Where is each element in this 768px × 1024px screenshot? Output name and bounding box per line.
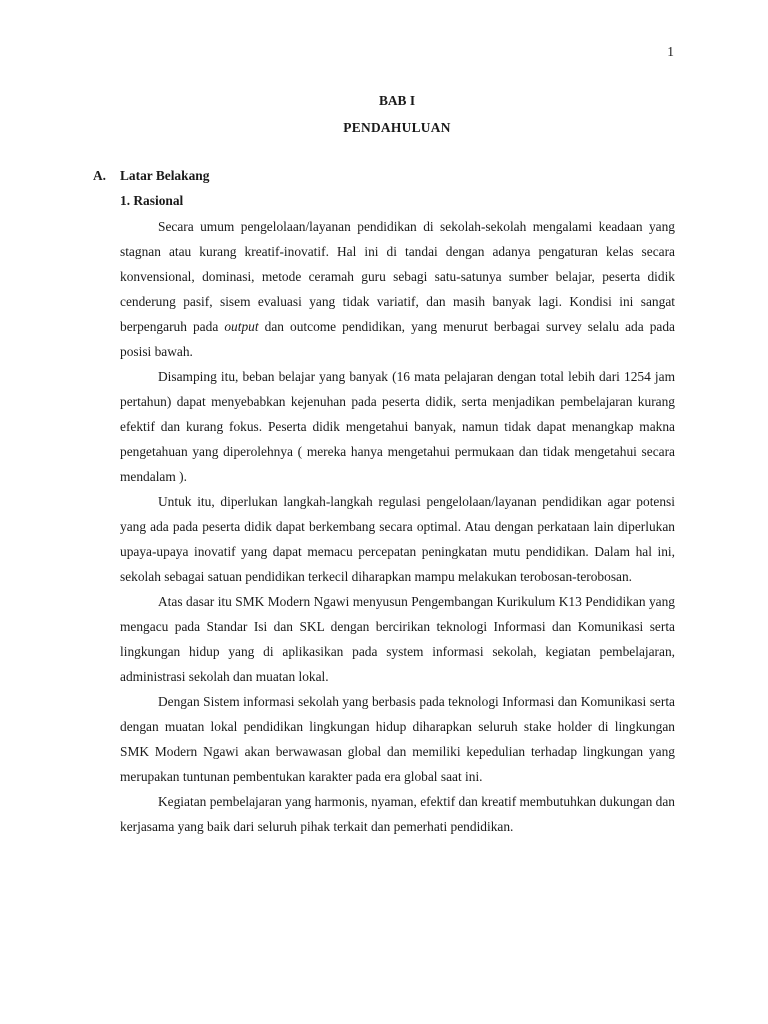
- section-title: Latar Belakang: [120, 168, 210, 183]
- chapter-title: PENDAHULUAN: [343, 120, 451, 135]
- emphasized-term: output: [224, 319, 259, 334]
- section-letter: A.: [93, 168, 107, 183]
- paragraph: Dengan Sistem informasi sekolah yang berbasis pada teknologi Informasi dan Komunikasi serta dengan muatan lokal pendidikan lingkungan hidup diharapkan seluruh stake holder di lingkungan SMK Modern Ngawi akan berwawasan global dan memiliki kepedulian terhadap lingkungan yang merupakan tuntunan pembentukan karakter pada era global saat ini.: [120, 694, 675, 784]
- section-heading: [93, 167, 209, 185]
- paragraph: [120, 214, 675, 364]
- chapter-label: BAB I: [378, 93, 416, 108]
- paragraph-text: dan outcome pendidikan, yang menurut berbagai survey selalu ada pada posisi bawah.: [120, 319, 675, 359]
- paragraph: Disamping itu, beban belajar yang banyak (16 mata pelajaran dengan total lebih dari 1254 jam pertahun) dapat menyebabkan kejenuhan pada peserta didik, serta menjadikan pembelajaran kurang efektif dan kurang fokus. Peserta didik mengetahui banyak, namun tidak dapat menangkap makna pengetahuan yang diperolehnya ( mereka hanya mengetahui permukaan dan tidak mengetahui secara mendalam ).: [120, 369, 675, 484]
- paragraph: Untuk itu, diperlukan langkah-langkah regulasi pengelolaan/layanan pendidikan agar potensi yang ada pada peserta didik dapat berkembang secara optimal. Atau dengan perkataan lain diperlukan upaya-upaya inovatif yang dapat memacu percepatan peningkatan mutu pendidikan. Dalam hal ini, sekolah sebagai satuan pendidikan terkecil diharapkan mampu melakukan terobosan-terobosan.: [120, 494, 675, 584]
- subsection-heading: 1. Rasional: [120, 193, 184, 208]
- paragraph: Atas dasar itu SMK Modern Ngawi menyusun Pengembangan Kurikulum K13 Pendidikan yang mengacu pada Standar Isi dan SKL dengan bercirikan teknologi Informasi dan Komunikasi serta lingkungan hidup yang di aplikasikan pada system informasi sekolah, kegiatan pembelajaran, administrasi sekolah dan muatan lokal.: [120, 594, 675, 684]
- paragraph-text: Secara umum pengelolaan/layanan pendidikan di sekolah-sekolah mengalami keadaan yang stagnan atau kurang kreatif-inovatif. Hal ini di tandai dengan adanya pengaturan kelas secara konvensional, dominasi, metode ceramah guru sebagi satu-satunya sumber belajar, peserta didik cenderung pasif, sisem evaluasi yang tidak variatif, dan masih banyak lagi. Kondisi ini sangat berpengaruh pada: [120, 219, 675, 334]
- paragraph: Kegiatan pembelajaran yang harmonis, nyaman, efektif dan kreatif membutuhkan dukungan dan kerjasama yang baik dari seluruh pihak terkait dan pemerhati pendidikan.: [120, 794, 675, 834]
- page-number: 1: [667, 44, 674, 59]
- body-text: [120, 214, 675, 839]
- chapter-heading: [120, 92, 674, 137]
